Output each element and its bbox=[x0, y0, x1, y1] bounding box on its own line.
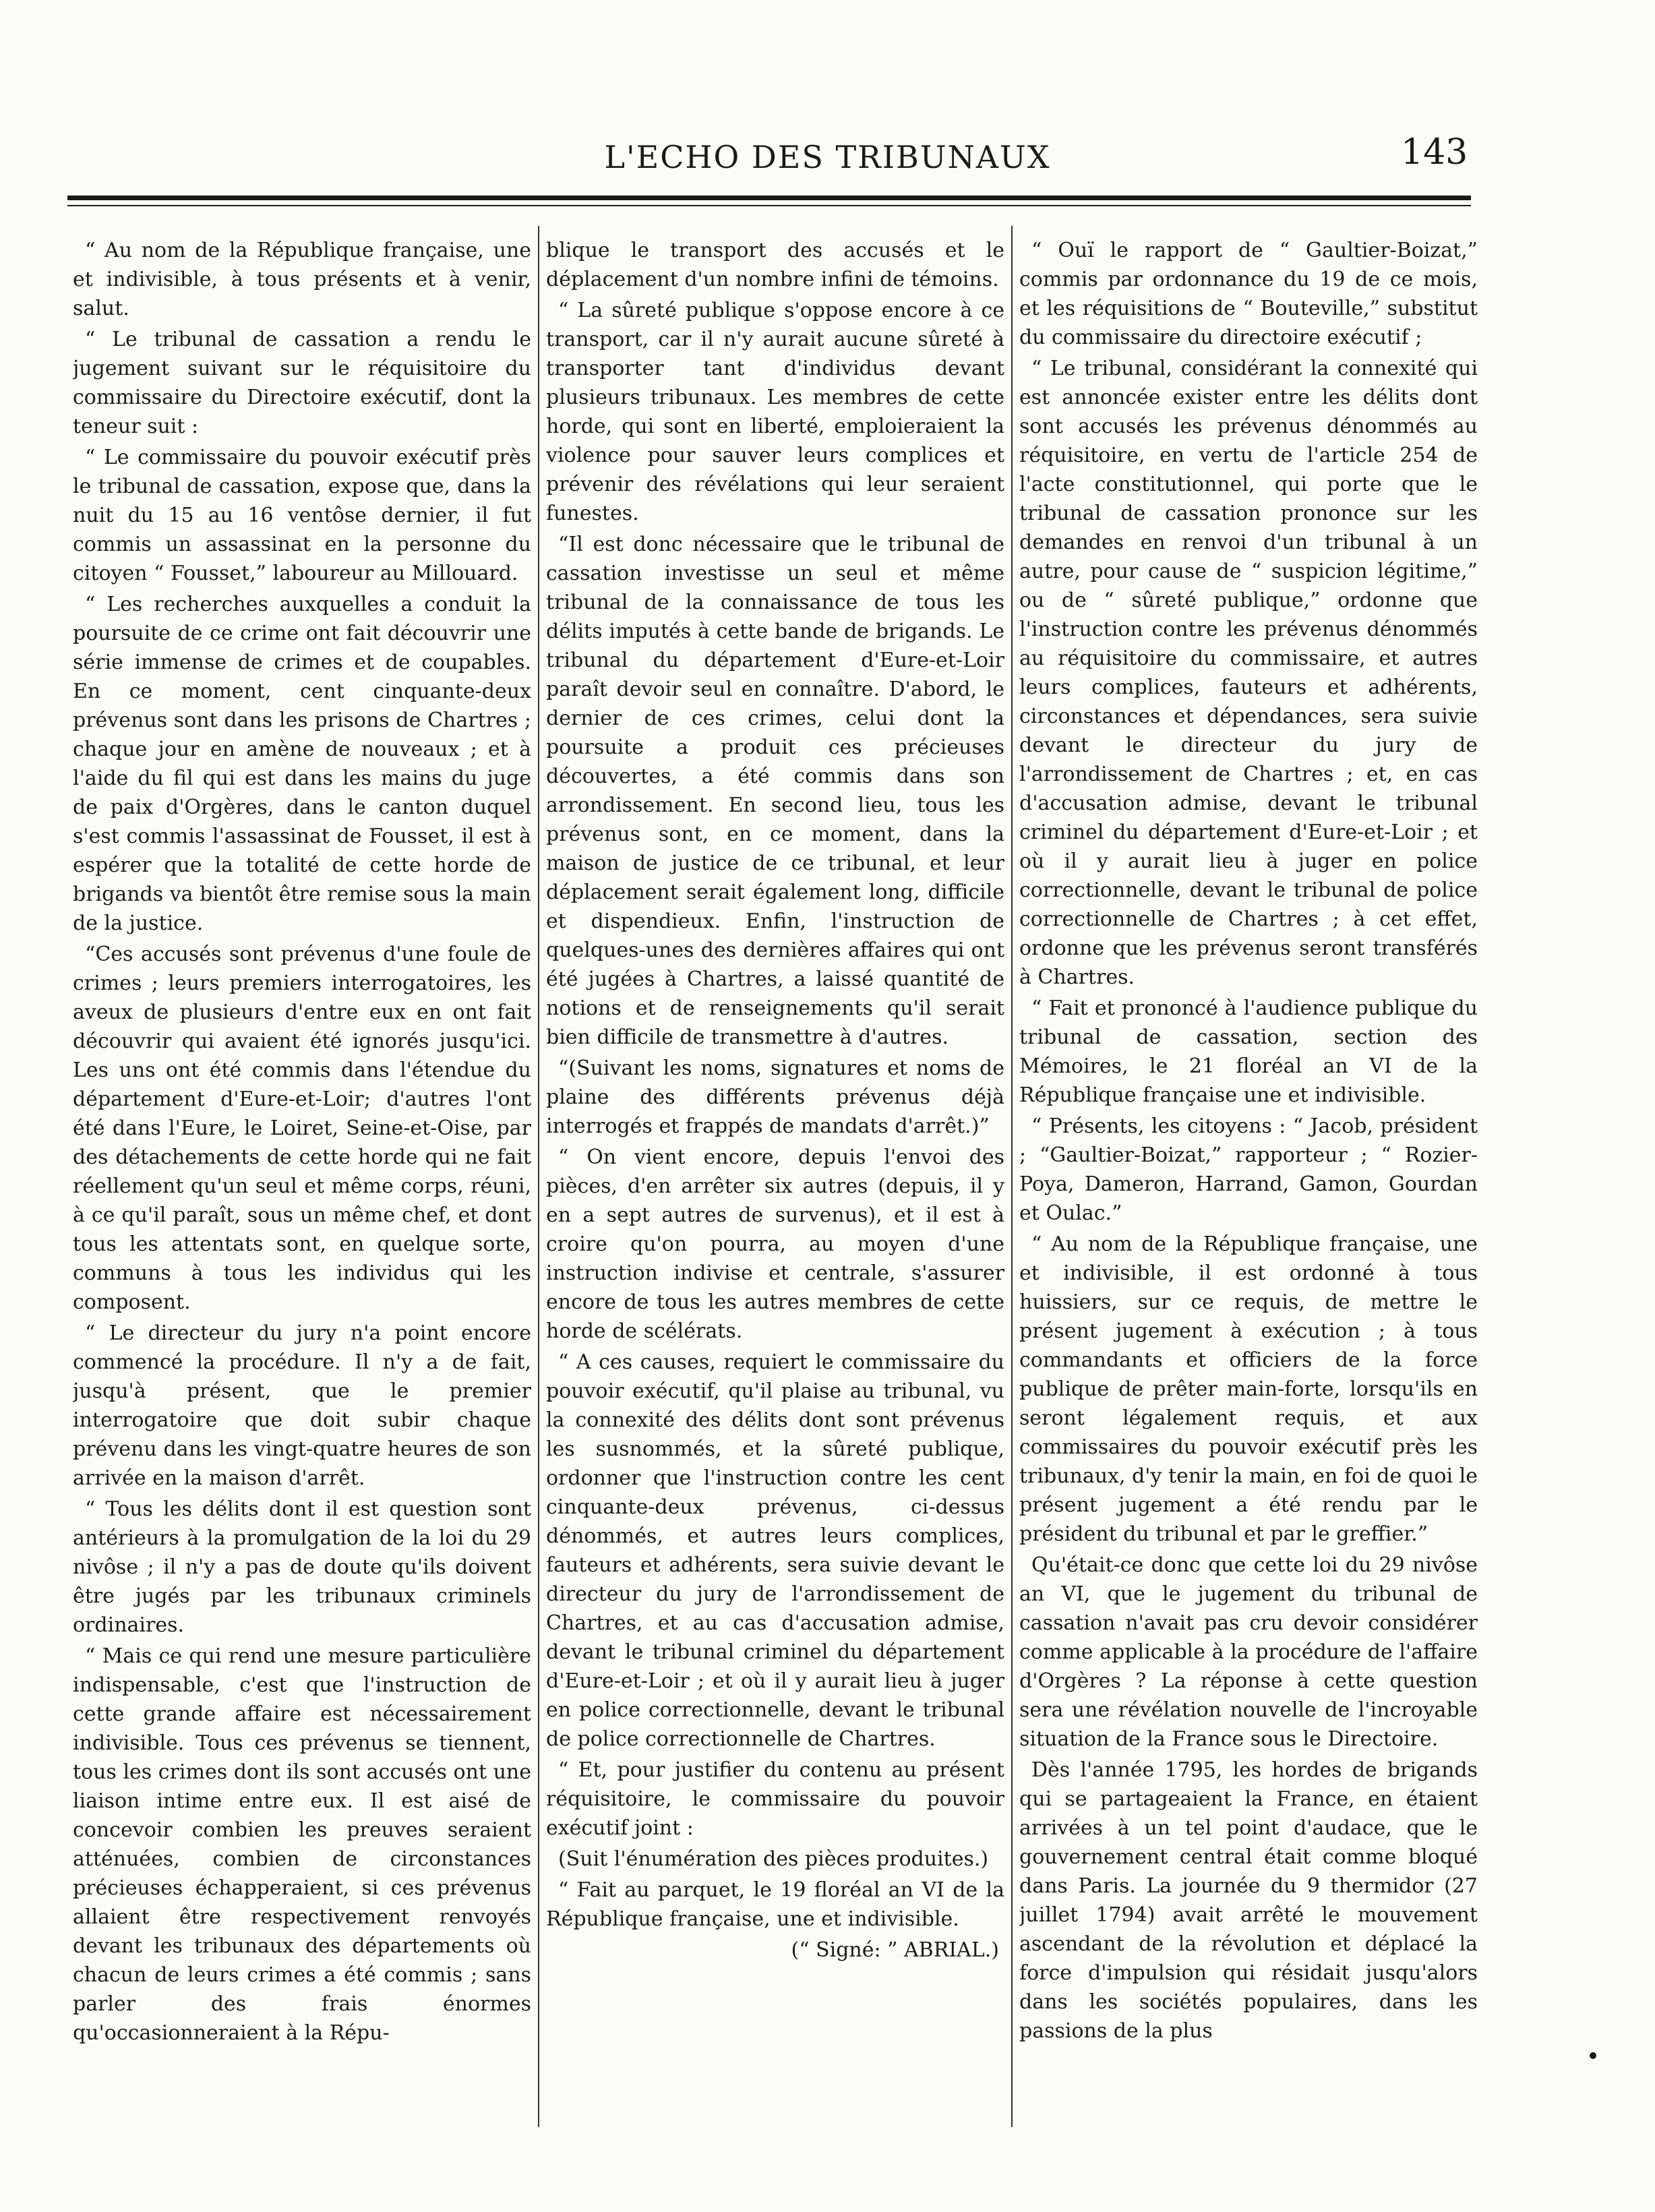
paragraph: “ Au nom de la République française, une et indivisible, à tous présents et à venir, salut. bbox=[73, 239, 531, 320]
paragraph: “ La sûreté publique s'oppose encore à ce transport, car il n'y aurait aucune sûreté à transporter tant d'individus devant plusieurs tribunaux. Les membres de cette horde, qui sont en liberté, emploieraient la violence pour sauver leurs complices et prévenir des révélations qui leur seraient funestes. bbox=[546, 299, 1004, 525]
paragraph: “ Au nom de la République française, une et indivisible, il est ordonné à tous huissiers, sur ce requis, de mettre le présent jugement à exécution ; à tous commandants et officiers de la force publique de prêter main-forte, lorsqu'ils en seront légalement requis, et aux commissaires du pouvoir exécutif près les tribunaux, d'y tenir la main, en foi de quoi le présent jugement a été rendu par le président du tribunal et par le greffier.” bbox=[1019, 1232, 1478, 1546]
text-column-2 bbox=[546, 236, 1004, 2137]
text-column-1 bbox=[73, 236, 531, 2137]
paragraph: “ Ouï le rapport de “ Gaultier-Boizat,” commis par ordonnance du 19 de ce mois, et les réquisitions de “ Bouteville,” substitut du commissaire du directoire exécutif ; bbox=[1019, 239, 1478, 349]
paragraph: “ Et, pour justifier du contenu au présent réquisitoire, le commissaire du pouvoir exécutif joint : bbox=[546, 1758, 1004, 1840]
header-rule-thin bbox=[67, 205, 1471, 206]
paragraph: “Ces accusés sont prévenus d'une foule de crimes ; leurs premiers interrogatoires, les aveux de plusieurs d'entre eux en ont fait découvrir qui avaient été ignorés jusqu'ici. Les uns ont été commis dans l'étendue du département d'Eure-et-Loir; d'autres l'ont été dans l'Eure, le Loiret, Seine-et-Oise, par des détachements de cette horde qui ne fait réellement qu'un seul et même corps, réuni, à ce qu'il paraît, sous un même chef, et dont tous les attentats sont, en quelque sorte, communs à tous les individus qui les composent. bbox=[73, 943, 531, 1314]
page-header bbox=[0, 0, 1655, 222]
paragraph: (Suit l'énumération des pièces produites.) bbox=[558, 1847, 989, 1871]
paragraph: “ A ces causes, requiert le commissaire du pouvoir exécutif, qu'il plaise au tribunal, vu la connexité des délits dont sont prévenus les susnommés, et la sûreté publique, ordonner que l'instruction contre les cent cinquante-deux prévenus, ci-dessus dénommés, et autres leurs complices, fauteurs et adhérents, sera suivie devant le directeur du jury de l'arrondissement de Chartres, et au cas d'accusation admise, devant le tribunal criminel du département d'Eure-et-Loir ; et où il y aurait lieu à juger en police correctionnelle, devant le tribunal de police correctionnelle de Chartres. bbox=[546, 1350, 1004, 1751]
header-rule-thick bbox=[67, 196, 1471, 200]
paragraph: “ Le tribunal, considérant la connexité qui est annoncée exister entre les délits dont sont accusés les prévenus dénommés au réquisitoire, en vertu de l'article 254 de l'acte constitutionnel, qui porte que le tribunal de cassation prononce sur les demandes en renvoi d'un tribunal à un autre, pour cause de “ suspicion légitime,” ou de “ sûreté publique,” ordonne que l'instruction contre les prévenus dénommés au réquisitoire du commissaire, et autres leurs complices, fauteurs et adhérents, circonstances et dépendances, sera suivie devant le directeur du jury de l'arrondissement de Chartres ; et, en cas d'accusation admise, devant le tribunal criminel du département d'Eure-et-Loir ; et où il y aurait lieu à juger en police correctionnelle, devant le tribunal de police correctionnelle de Chartres ; à cet effet, ordonne que les prévenus seront transférés à Chartres. bbox=[1019, 357, 1478, 989]
paragraph: Dès l'année 1795, les hordes de brigands qui se partageaient la France, en étaient arrivées à un tel point d'audace, que le gouvernement central était comme bloqué dans Paris. La journée du 9 thermidor (27 juillet 1794) avait arrêté le mouvement ascendant de la révolution et déplacé la force d'impulsion qui résidait jusqu'alors dans les sociétés populaires, dans les passions de la plus bbox=[1019, 1758, 1478, 2043]
paragraph: “(Suivant les noms, signatures et noms de plaine des différents prévenus déjà interrogés et frappés de mandats d'arrêt.)” bbox=[546, 1056, 1004, 1138]
paragraph: “ Le commissaire du pouvoir exécutif près le tribunal de cassation, expose que, dans la nuit du 15 au 16 ventôse dernier, il fut commis un assassinat en la personne du citoyen “ Fousset,” laboureur au Millouard. bbox=[73, 446, 531, 585]
signature: (“ Signé: ” ABRIAL.) bbox=[791, 1938, 999, 1962]
paragraph: “ Le directeur du jury n'a point encore commencé la procédure. Il n'y a de fait, jusqu'à présent, que le premier interrogatoire que doit subir chaque prévenu dans les vingt-quatre heures de son arrivée en la maison d'arrêt. bbox=[73, 1321, 531, 1490]
paragraph: “ Mais ce qui rend une mesure particulière indispensable, c'est que l'instruction de cette grande affaire est nécessairement indivisible. Tous ces prévenus se tiennent, tous les crimes dont ils sont accusés ont une liaison intime entre eux. Il est aisé de concevoir combien les preuves seraient atténuées, combien de circonstances précieuses échapperaient, si ces prévenus allaient être respectivement renvoyés devant les tribunaux des départements où chacun de leurs crimes a été commis ; sans parler des frais énormes qu'occasionneraient à la Répu- bbox=[73, 1644, 531, 2045]
running-title: L'ECHO DES TRIBUNAUX bbox=[604, 139, 1051, 175]
page-number: 143 bbox=[1401, 132, 1468, 173]
column-divider bbox=[1011, 226, 1013, 2127]
paragraph: “ Présents, les citoyens : “ Jacob, président ; “Gaultier-Boizat,” rapporteur ; “ Rozier-Poya, Dameron, Harrand, Gamon, Gourdan et Oulac.” bbox=[1019, 1114, 1478, 1225]
text-column-3 bbox=[1019, 236, 1478, 2137]
paragraph: “ Tous les délits dont il est question sont antérieurs à la promulgation de la loi du 29 nivôse ; il n'y a pas de doute qu'ils doivent être jugés par les tribunaux criminels ordinaires. bbox=[73, 1497, 531, 1637]
column-divider bbox=[538, 226, 539, 2127]
paragraph: “ Le tribunal de cassation a rendu le jugement suivant sur le réquisitoire du commissaire du Directoire exécutif, dont la teneur suit : bbox=[73, 328, 531, 438]
paragraph: “ On vient encore, depuis l'envoi des pièces, d'en arrêter six autres (depuis, il y en a sept autres de survenus), et il est à croire qu'on pourra, au moyen d'une instruction indivise et centrale, s'assurer encore de tous les autres membres de cette horde de scélérats. bbox=[546, 1145, 1004, 1343]
margin-dot bbox=[1590, 2052, 1596, 2059]
paragraph: “ Fait et prononcé à l'audience publique du tribunal de cassation, section des Mémoires, le 21 floréal an VI de la République française une et indivisible. bbox=[1019, 996, 1478, 1107]
paragraph: Qu'était-ce donc que cette loi du 29 nivôse an VI, que le jugement du tribunal de cassation n'avait pas cru devoir considérer comme applicable à la procédure de l'affaire d'Orgères ? La réponse à cette question sera une révélation nouvelle de l'incroyable situation de la France sous le Directoire. bbox=[1019, 1553, 1478, 1751]
paragraph: “Il est donc nécessaire que le tribunal de cassation investisse un seul et même tribunal de la connaissance de tous les délits imputés à cette bande de brigands. Le tribunal du département d'Eure-et-Loir paraît devoir seul en connaître. D'abord, le dernier de ces crimes, celui dont la poursuite a produit ces précieuses découvertes, a été commis dans son arrondissement. En second lieu, tous les prévenus sont, en ce moment, dans la maison de justice de ce tribunal, et leur déplacement serait également long, difficile et dispendieux. Enfin, l'instruction de quelques-unes des dernières affaires qui ont été jugées à Chartres, a laissé quantité de notions et de renseignements qu'il serait bien difficile de transmettre à d'autres. bbox=[546, 533, 1004, 1049]
paragraph: “ Fait au parquet, le 19 floréal an VI de la République française, une et indivisible. bbox=[546, 1878, 1004, 1931]
paragraph: “ Les recherches auxquelles a conduit la poursuite de ce crime ont fait découvrir une série immense de crimes et de coupables. En ce moment, cent cinquante-deux prévenus sont dans les prisons de Chartres ; chaque jour en amène de nouveaux ; et à l'aide du fil qui est dans les mains du juge de paix d'Orgères, dans le canton duquel s'est commis l'assassinat de Fousset, il est à espérer que la totalité de cette horde de brigands va bientôt être remise sous la main de la justice. bbox=[73, 593, 531, 935]
paragraph: blique le transport des accusés et le déplacement d'un nombre infini de témoins. bbox=[546, 239, 1004, 291]
